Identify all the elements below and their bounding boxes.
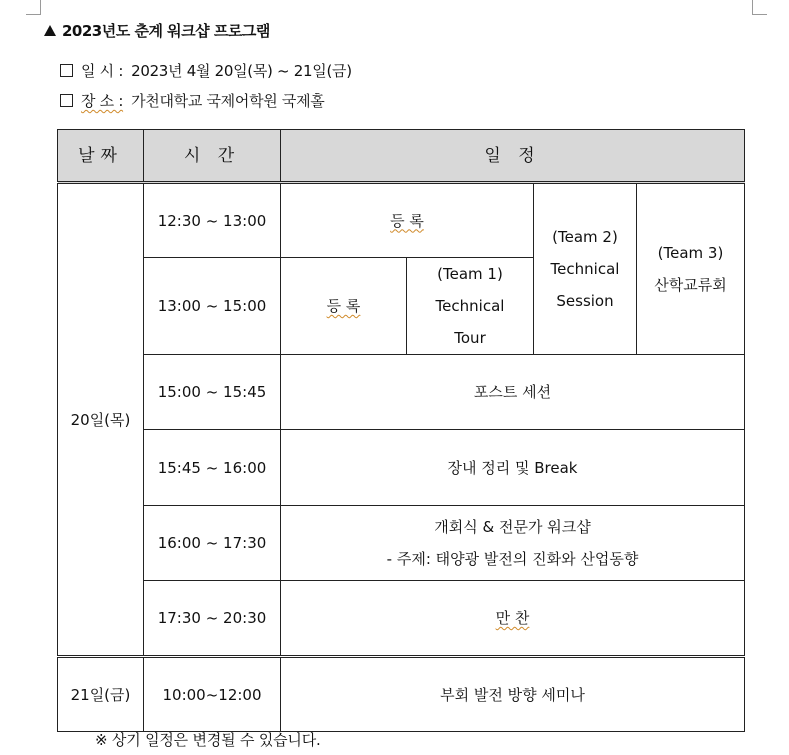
schedule-table: [57, 129, 745, 732]
header-schedule: 일 정: [281, 130, 745, 183]
info-date-label: 일 시 :: [81, 62, 124, 80]
event-cell: 등 록: [281, 183, 534, 258]
team3-cell: [637, 183, 745, 355]
header-date: 날짜: [58, 130, 144, 183]
table-row: [58, 657, 745, 732]
team2-cell: [534, 183, 637, 355]
event-cell: 등 록: [281, 258, 407, 355]
time-cell: 10:00~12:00: [144, 657, 281, 732]
event-cell: 포스트 세션: [281, 355, 745, 430]
table-row: [58, 430, 745, 506]
time-cell: 17:30 ~ 20:30: [144, 581, 281, 657]
info-place-label: 장 소 :: [81, 92, 124, 110]
info-date-value: 2023년 4월 20일(목) ~ 21일(금): [131, 62, 352, 80]
team1-cell: [407, 258, 534, 355]
event-line: 개회식 & 전문가 워크샵: [434, 518, 591, 536]
team3-line: 산학교류회: [654, 276, 727, 294]
header-row: [58, 130, 745, 183]
table-row: [58, 355, 745, 430]
crop-mark-right-h: [752, 14, 767, 15]
checkbox-icon: [60, 94, 73, 107]
crop-mark-right-v: [752, 0, 753, 14]
footnote: ※ 상기 일정은 변경될 수 있습니다.: [95, 731, 321, 749]
info-place-value: 가천대학교 국제어학원 국제홀: [131, 92, 325, 110]
event-cell: 부회 발전 방향 세미나: [281, 657, 745, 732]
time-cell: 13:00 ~ 15:00: [144, 258, 281, 355]
event-cell: 장내 정리 및 Break: [281, 430, 745, 506]
info-date: [60, 60, 352, 81]
team1-line: Tour: [454, 329, 486, 347]
time-cell: 15:00 ~ 15:45: [144, 355, 281, 430]
document-title: [44, 20, 270, 41]
team3-line: (Team 3): [657, 244, 724, 262]
checkbox-icon: [60, 64, 73, 77]
event-line: - 주제: 태양광 발전의 진화와 산업동향: [386, 550, 639, 568]
time-cell: 12:30 ~ 13:00: [144, 183, 281, 258]
event-cell: [281, 506, 745, 581]
table-row: [58, 506, 745, 581]
day1-cell: 20일(목): [58, 183, 144, 657]
time-cell: 15:45 ~ 16:00: [144, 430, 281, 506]
team2-line: (Team 2): [552, 228, 618, 246]
event-cell: 만 찬: [281, 581, 745, 657]
header-time: 시 간: [144, 130, 281, 183]
table-row: [58, 183, 745, 258]
table-row: [58, 581, 745, 657]
crop-mark-left-h: [26, 14, 41, 15]
team2-line: Session: [556, 292, 614, 310]
crop-mark-left-v: [40, 0, 41, 14]
time-cell: 16:00 ~ 17:30: [144, 506, 281, 581]
team1-line: (Team 1): [437, 265, 503, 283]
title-text: 2023년도 춘계 워크샵 프로그램: [62, 22, 270, 40]
day2-cell: 21일(금): [58, 657, 144, 732]
team2-line: Technical: [550, 260, 620, 278]
triangle-bullet-icon: [44, 25, 56, 36]
team1-line: Technical: [435, 297, 505, 315]
info-place: [60, 90, 325, 111]
